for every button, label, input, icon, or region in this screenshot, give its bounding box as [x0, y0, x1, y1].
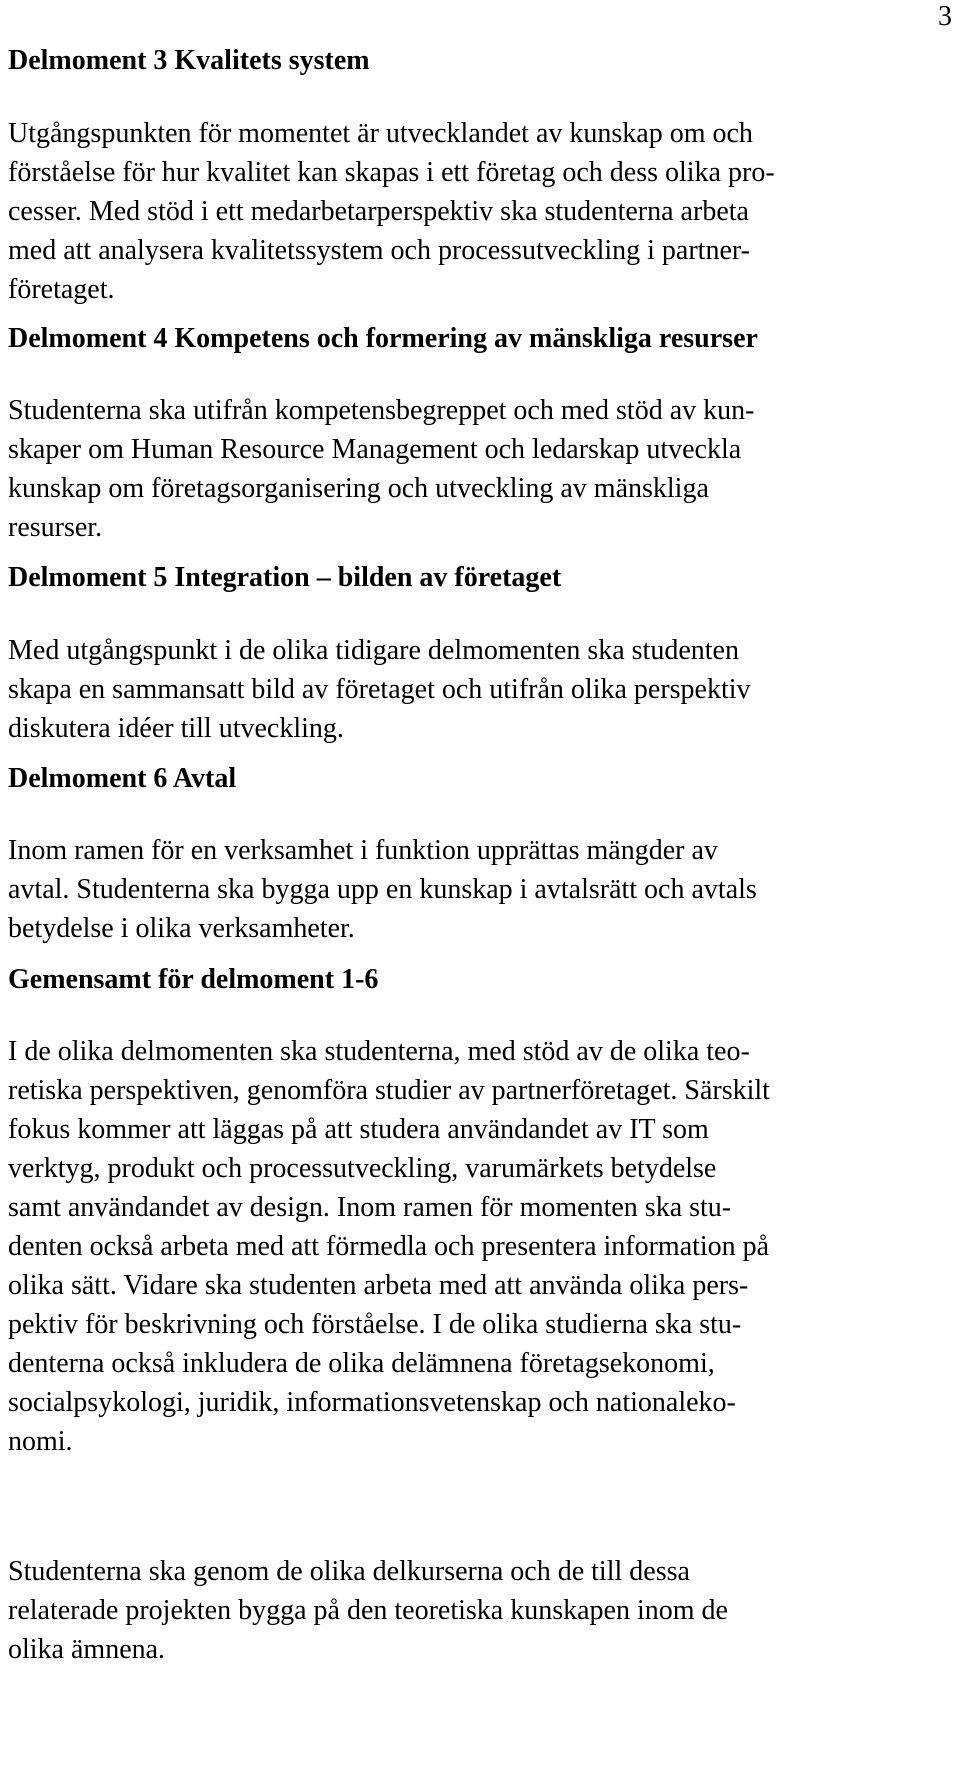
- text-line: cesser. Med stöd i ett medarbetarperspektiv ska studenterna arbeta: [8, 196, 749, 227]
- section-heading-delmoment-5: Delmoment 5 Integration – bilden av företaget: [8, 562, 562, 593]
- text-line: Inom ramen för en verksamhet i funktion upprättas mängder av: [8, 835, 718, 866]
- section-heading-delmoment-3: Delmoment 3 Kvalitets system: [8, 45, 370, 76]
- text-line: resurser.: [8, 512, 103, 543]
- text-line: skaper om Human Resource Management och ledarskap utveckla: [8, 434, 742, 465]
- section-paragraph-gemensamt: [8, 1032, 770, 1461]
- text-line: Studenterna ska utifrån kompetensbegreppet och med stöd av kun-: [8, 395, 755, 426]
- closing-paragraph: [8, 1552, 728, 1669]
- text-line: samt användandet av design. Inom ramen för momenten ska stu-: [8, 1192, 732, 1223]
- text-line: nomi.: [8, 1426, 73, 1457]
- text-line: företaget.: [8, 274, 115, 305]
- text-line: Utgångspunkten för momentet är utvecklandet av kunskap om och: [8, 118, 753, 149]
- text-line: avtal. Studenterna ska bygga upp en kunskap i avtalsrätt och avtals: [8, 874, 757, 905]
- text-line: socialpsykologi, juridik, informationsvetenskap och nationaleko-: [8, 1387, 736, 1418]
- section-paragraph-delmoment-4: [8, 391, 754, 547]
- text-line: verktyg, produkt och processutveckling, varumärkets betydelse: [8, 1153, 717, 1184]
- section-paragraph-delmoment-3: [8, 114, 775, 309]
- section-heading-delmoment-6: Delmoment 6 Avtal: [8, 763, 237, 794]
- text-line: I de olika delmomenten ska studenterna, med stöd av de olika teo-: [8, 1036, 750, 1067]
- text-line: Med utgångspunkt i de olika tidigare delmomenten ska studenten: [8, 635, 739, 666]
- section-paragraph-delmoment-5: [8, 631, 751, 748]
- text-line: kunskap om företagsorganisering och utveckling av mänskliga: [8, 473, 709, 504]
- text-line: denterna också inkludera de olika delämnena företagsekonomi,: [8, 1348, 715, 1379]
- text-line: med att analysera kvalitetssystem och processutveckling i partner-: [8, 235, 750, 266]
- text-line: relaterade projekten bygga på den teoretiska kunskapen inom de: [8, 1595, 728, 1626]
- section-heading-delmoment-4: Delmoment 4 Kompetens och formering av mänskliga resurser: [8, 323, 758, 354]
- text-line: Studenterna ska genom de olika delkurserna och de till dessa: [8, 1556, 690, 1587]
- text-line: betydelse i olika verksamheter.: [8, 913, 355, 944]
- text-line: diskutera idéer till utveckling.: [8, 713, 344, 744]
- text-line: fokus kommer att läggas på att studera användandet av IT som: [8, 1114, 709, 1145]
- text-line: retiska perspektiven, genomföra studier av partnerföretaget. Särskilt: [8, 1075, 770, 1106]
- text-line: denten också arbeta med att förmedla och presentera information på: [8, 1231, 770, 1262]
- text-line: förståelse för hur kvalitet kan skapas i ett företag och dess olika pro-: [8, 157, 775, 188]
- text-line: olika ämnena.: [8, 1634, 166, 1665]
- text-line: pektiv för beskrivning och förståelse. I de olika studierna ska stu-: [8, 1309, 742, 1340]
- text-line: skapa en sammansatt bild av företaget och utifrån olika perspektiv: [8, 674, 751, 705]
- section-paragraph-delmoment-6: [8, 831, 757, 948]
- page-number: 3: [938, 1, 952, 32]
- text-line: olika sätt. Vidare ska studenten arbeta med att använda olika pers-: [8, 1270, 749, 1301]
- section-heading-gemensamt: Gemensamt för delmoment 1-6: [8, 964, 379, 995]
